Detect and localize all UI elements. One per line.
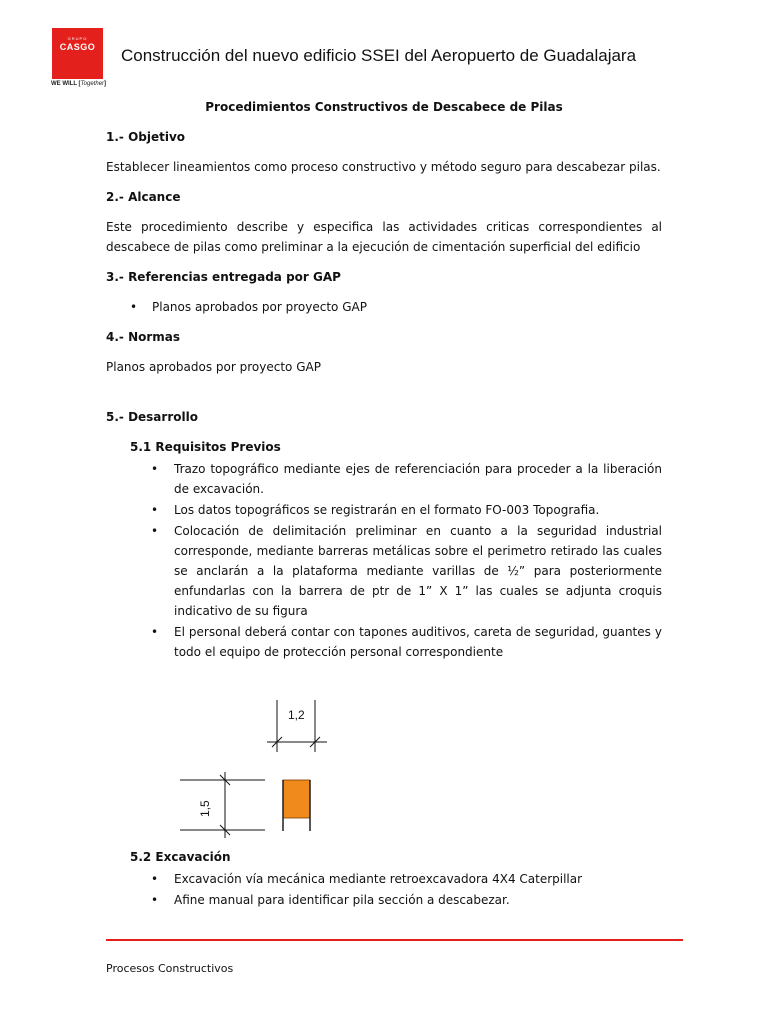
section-excavacion xyxy=(106,847,662,911)
section-text-alcance: Este procedimiento describe y especifica las actividades criticas correspondientes al descabece de pilas como preliminar a la ejecución de cimentación superficial del edificio xyxy=(106,220,662,254)
list-item: • Colocación de delimitación preliminar en cuanto a la seguridad industrial corresponde, mediante barreras metálicas sobre el perimetro retirado las cuales se anclarán a la plataforma mediante varillas de ½” para posteriormente enfundarlas con la barrera de ptr de 1” X 1” las cuales se adjunta croquis indicativo de su figura xyxy=(130,521,662,621)
header-title: Construcción del nuevo edificio SSEI del Aeropuerto de Guadalajara xyxy=(121,46,637,65)
company-logo xyxy=(52,28,103,79)
logo-tagline-text: WE WILL xyxy=(51,81,77,87)
list-item: • El personal deberá contar con tapones auditivos, careta de seguridad, guantes y todo el equipo de protección personal correspondiente xyxy=(130,622,662,662)
document-title: Procedimientos Constructivos de Descabece de Pilas xyxy=(205,100,563,114)
section-heading-normas: 4.- Normas xyxy=(106,330,181,344)
referencias-list xyxy=(106,297,662,317)
subsection-heading-excavacion: 5.2 Excavación xyxy=(130,850,231,864)
footer-divider xyxy=(106,939,683,941)
list-item: • Los datos topográficos se registrarán en el formato FO-003 Topografia. xyxy=(130,500,662,520)
logo-tagline-script: Together xyxy=(80,81,105,87)
section-heading-alcance: 2.- Alcance xyxy=(106,190,181,204)
list-item: • Excavación vía mecánica mediante retroexcavadora 4X4 Caterpillar xyxy=(130,869,662,889)
barrier-sketch-svg xyxy=(180,690,340,840)
barrier-panel xyxy=(283,780,310,818)
subsection-heading-requisitos: 5.1 Requisitos Previos xyxy=(130,440,281,454)
dim-width-label: 1,2 xyxy=(288,708,305,722)
list-item: • Planos aprobados por proyecto GAP xyxy=(106,297,662,317)
logo-grupo-text: GRUPO xyxy=(67,36,88,41)
section-heading-objetivo: 1.- Objetivo xyxy=(106,130,186,144)
list-item: • Trazo topográfico mediante ejes de referenciación para proceder a la liberación de excavación. xyxy=(130,459,662,499)
logo-tagline: WE WILL [Together] xyxy=(51,81,107,87)
section-text-normas: Planos aprobados por proyecto GAP xyxy=(106,360,321,374)
list-item: • Afine manual para identificar pila sección a descabezar. xyxy=(130,890,662,910)
dim-height-label: 1,5 xyxy=(198,800,212,817)
section-text-objetivo: Establecer lineamientos como proceso constructivo y método seguro para descabezar pilas. xyxy=(106,160,661,174)
section-heading-referencias: 3.- Referencias entregada por GAP xyxy=(106,270,341,284)
section-heading-desarrollo: 5.- Desarrollo xyxy=(106,410,198,424)
footer-text: Procesos Constructivos xyxy=(106,962,234,975)
excavacion-list xyxy=(130,869,662,910)
barrier-sketch xyxy=(180,690,340,840)
logo-casgo-text: CASGO xyxy=(59,42,96,52)
requisitos-list xyxy=(130,459,662,662)
document-body xyxy=(106,97,662,663)
